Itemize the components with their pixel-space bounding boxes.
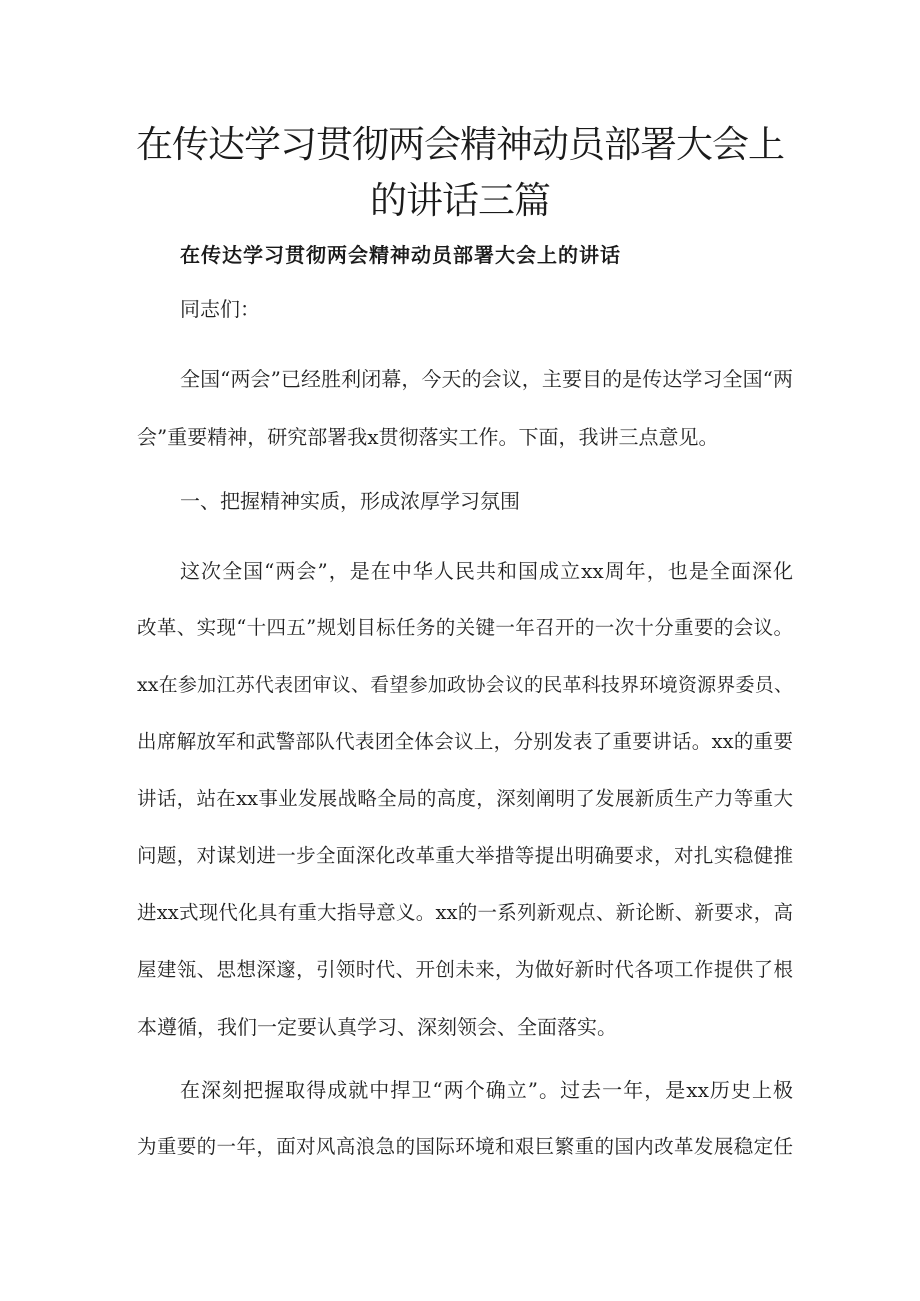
paragraph-line: 在深刻把握取得成就中捍卫“两个确立”。过去一年，是xx历史上极 bbox=[180, 1078, 793, 1102]
paragraph-line: xx在参加江苏代表团审议、看望参加政协会议的民革科技界环境资源界委员、 bbox=[137, 674, 793, 696]
paragraph-line: 改革、实现“十四五”规划目标任务的关键一年召开的一次十分重要的会议。 bbox=[137, 616, 793, 639]
paragraph-line: 为重要的一年，面对风高浪急的国际环境和艰巨繁重的国内改革发展稳定任 bbox=[137, 1135, 793, 1158]
paragraph-line: 屋建瓴、思想深邃，引领时代、开创未来，为做好新时代各项工作提供了根 bbox=[137, 958, 793, 981]
paragraph-line: 这次全国“两会”，是在中华人民共和国成立xx周年，也是全面深化 bbox=[180, 559, 793, 583]
paragraph-line: 问题，对谋划进一步全面深化改革重大举措等提出明确要求，对扎实稳健推 bbox=[137, 844, 793, 867]
paragraph-line: 进xx式现代化具有重大指导意义。xx的一系列新观点、新论断、新要求，高 bbox=[137, 901, 793, 924]
paragraph-line: 全国“两会”已经胜利闭幕，今天的会议，主要目的是传达学习全国“两 bbox=[180, 367, 793, 391]
section-title: 在传达学习贯彻两会精神动员部署大会上的讲话 bbox=[180, 243, 621, 267]
paragraph-line: 会”重要精神，研究部署我x贯彻落实工作。下面，我讲三点意见。 bbox=[137, 425, 719, 449]
paragraph-line: 出席解放军和武警部队代表团全体会议上，分别发表了重要讲话。xx的重要 bbox=[137, 730, 793, 753]
paragraph-line: 讲话，站在xx事业发展战略全局的高度，深刻阐明了发展新质生产力等重大 bbox=[137, 787, 793, 810]
document-title-line-1: 在传达学习贯彻两会精神动员部署大会上 bbox=[136, 123, 784, 166]
section-heading: 一、把握精神实质，形成浓厚学习氛围 bbox=[180, 489, 520, 513]
document-title-line-2: 的讲话三篇 bbox=[370, 179, 550, 222]
paragraph-line: 本遵循，我们一定要认真学习、深刻领会、全面落实。 bbox=[137, 1015, 617, 1039]
salutation: 同志们： bbox=[180, 297, 260, 321]
